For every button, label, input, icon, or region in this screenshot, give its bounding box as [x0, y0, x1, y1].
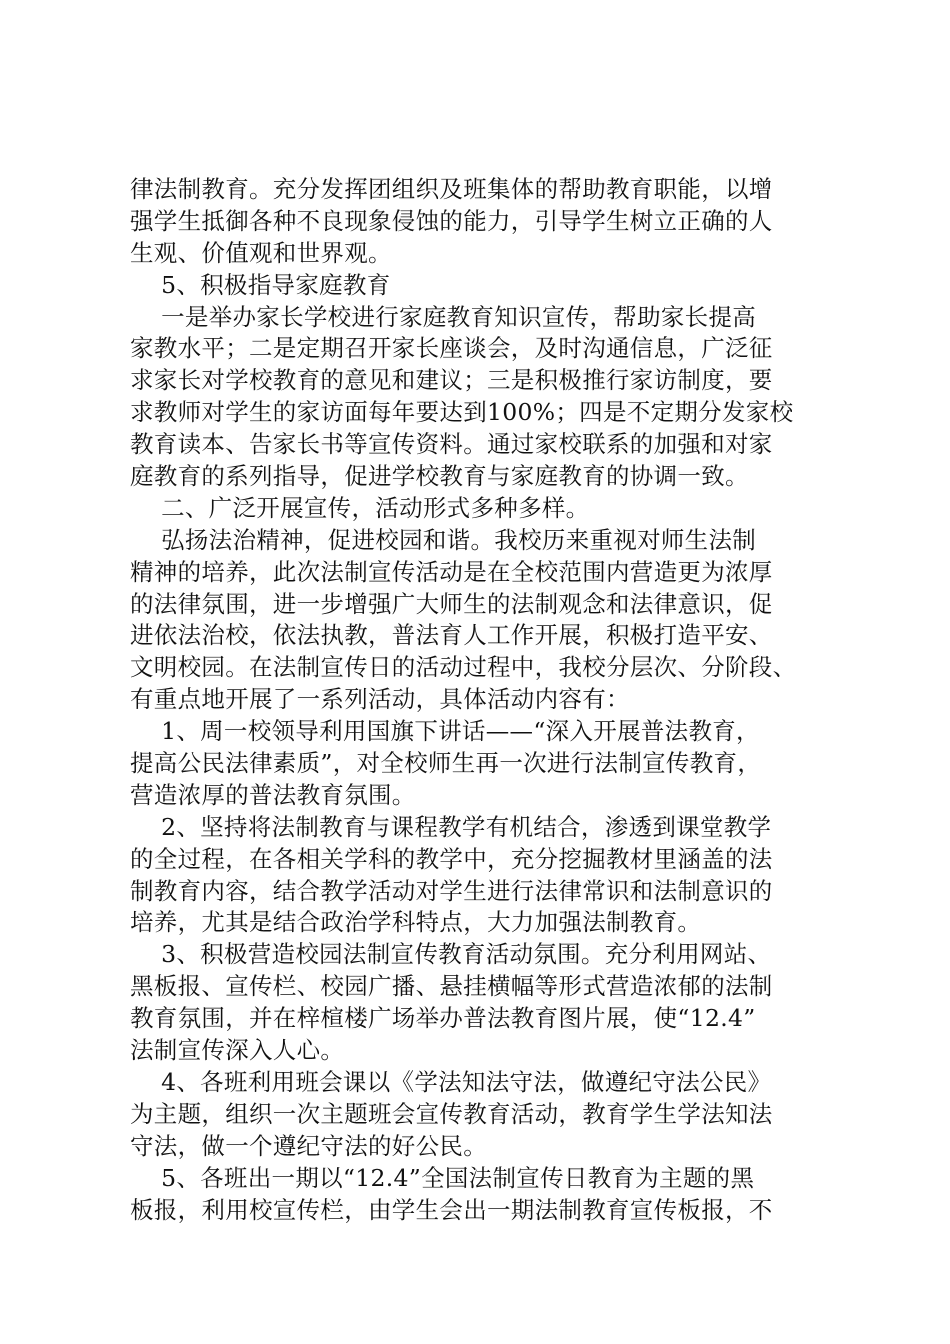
text-line: 二、广泛开展宣传，活动形式多种多样。 — [130, 493, 590, 522]
text-line: 3、积极营造校园法制宣传教育活动氛围。充分利用网站、 — [130, 940, 772, 969]
text-line: 强学生抵御各种不良现象侵蚀的能力，引导学生树立正确的人 — [130, 206, 773, 235]
text-line: 制教育内容，结合教学活动对学生进行法律常识和法制意识的 — [130, 876, 773, 905]
text-line: 提高公民法律素质”，对全校师生再一次进行法制宣传教育， — [130, 749, 762, 778]
text-line: 弘扬法治精神，促进校园和谐。我校历来重视对师生法制 — [130, 525, 757, 554]
text-line: 法制宣传深入人心。 — [130, 1036, 345, 1065]
text-line: 求教师对学生的家访面每年要达到100%；四是不定期分发家校 — [130, 398, 794, 427]
text-line: 生观、价值观和世界观。 — [130, 238, 392, 267]
text-line: 求家长对学校教育的意见和建议；三是积极推行家访制度，要 — [130, 366, 773, 395]
text-line: 文明校园。在法制宣传日的活动过程中，我校分层次、分阶段、 — [130, 653, 797, 682]
text-line: 教育读本、告家长书等宣传资料。通过家校联系的加强和对家 — [130, 430, 773, 459]
text-line: 律法制教育。充分发挥团组织及班集体的帮助教育职能，以增 — [130, 175, 773, 203]
text-line: 1、周一校领导利用国旗下讲话——“深入开展普法教育， — [130, 717, 760, 746]
text-line: 教育氛围，并在梓楦楼广场举办普法教育图片展，使“12.4” — [130, 1004, 756, 1033]
text-line: 一是举办家长学校进行家庭教育知识宣传，帮助家长提高 — [130, 302, 757, 331]
body-text — [130, 174, 850, 1226]
text-line: 2、坚持将法制教育与课程教学有机结合，渗透到课堂教学 — [130, 812, 772, 841]
text-line: 精神的培养，此次法制宣传活动是在全校范围内营造更为浓厚 — [130, 557, 773, 586]
text-line: 家教水平；二是定期召开家长座谈会，及时沟通信息，广泛征 — [130, 334, 773, 363]
text-line: 培养，尤其是结合政治学科特点，大力加强法制教育。 — [130, 908, 702, 937]
text-line: 黑板报、宣传栏、校园广播、悬挂横幅等形式营造浓郁的法制 — [130, 972, 773, 1001]
text-line: 的法律氛围，进一步增强广大师生的法制观念和法律意识，促 — [130, 589, 773, 618]
text-line: 有重点地开展了一系列活动，具体活动内容有： — [130, 685, 630, 714]
text-line: 5、各班出一期以“12.4”全国法制宣传日教育为主题的黑 — [130, 1163, 755, 1192]
text-line: 为主题，组织一次主题班会宣传教育活动，教育学生学法知法 — [130, 1099, 773, 1128]
text-line: 的全过程，在各相关学科的教学中，充分挖掘教材里涵盖的法 — [130, 844, 773, 873]
text-line: 守法，做一个遵纪守法的好公民。 — [130, 1131, 487, 1160]
text-line: 4、各班利用班会课以《学法知法守法，做遵纪守法公民》 — [130, 1067, 772, 1096]
text-line: 营造浓厚的普法教育氛围。 — [130, 780, 416, 809]
text-line: 庭教育的系列指导，促进学校教育与家庭教育的协调一致。 — [130, 462, 749, 491]
text-line: 5、积极指导家庭教育 — [130, 270, 391, 299]
text-line: 板报，利用校宣传栏，由学生会出一期法制教育宣传板报，不 — [130, 1195, 773, 1224]
text-line: 进依法治校，依法执教，普法育人工作开展，积极打造平安、 — [130, 621, 773, 650]
